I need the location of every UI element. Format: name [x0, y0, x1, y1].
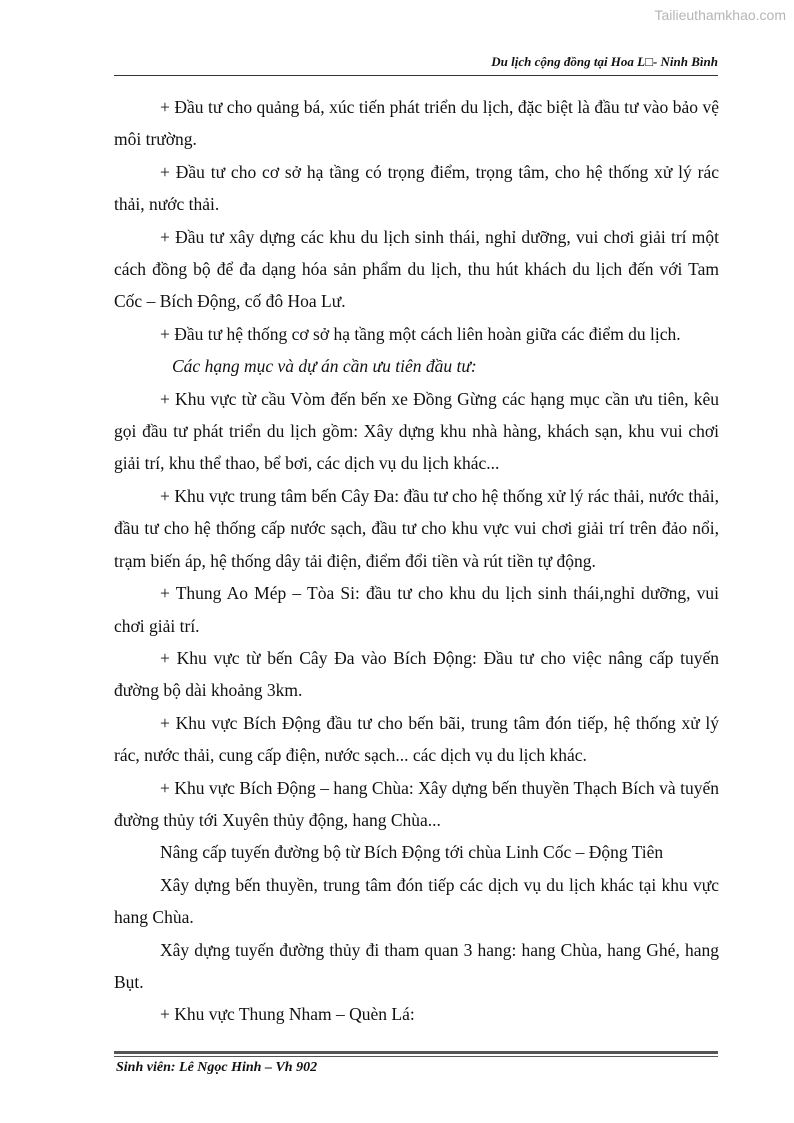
section-subheading: Các hạng mục và dự án cần ưu tiên đầu tư:: [172, 356, 477, 377]
document-body: [114, 91, 719, 1031]
footer-divider: [114, 1051, 718, 1054]
paragraph: + Khu vực từ cầu Vòm đến bến xe Đồng Gừng các hạng mục cần ưu tiên, kêu gọi đầu tư phát triển du lịch gồm: Xây dựng khu nhà hàng, khách sạn, khu vui chơi giải trí, khu thể thao, bể bơi, các dịch vụ du lịch khác...: [114, 388, 719, 474]
paragraph: + Khu vực Bích Động – hang Chùa: Xây dựng bến thuyền Thạch Bích và tuyến đường thủy tới Xuyên thủy động, hang Chùa...: [114, 777, 719, 830]
paragraph: + Khu vực trung tâm bến Cây Đa: đầu tư cho hệ thống xử lý rác thải, nước thải, đầu tư cho hệ thống cấp nước sạch, đầu tư cho khu vực vui chơi giải trí trên đảo nổi, trạm biến áp, hệ thống dây tải điện, điểm đổi tiền và rút tiền tự động.: [114, 485, 719, 571]
paragraph: Nâng cấp tuyến đường bộ từ Bích Động tới chùa Linh Cốc – Động Tiên: [160, 842, 664, 863]
paragraph: + Đầu tư cho quảng bá, xúc tiến phát triển du lịch, đặc biệt là đầu tư vào bảo vệ môi trường.: [114, 97, 719, 150]
paragraph: Xây dựng tuyến đường thủy đi tham quan 3 hang: hang Chùa, hang Ghé, hang Bụt.: [114, 939, 719, 992]
paragraph: + Đầu tư cho cơ sở hạ tầng có trọng điểm, trọng tâm, cho hệ thống xử lý rác thải, nước thải.: [114, 161, 719, 215]
paragraph: Xây dựng bến thuyền, trung tâm đón tiếp các dịch vụ du lịch khác tại khu vực hang Chùa.: [114, 874, 719, 928]
header-divider: [114, 75, 718, 76]
paragraph: + Khu vực Bích Động đầu tư cho bến bãi, trung tâm đón tiếp, hệ thống xử lý rác, nước thải, cung cấp điện, nước sạch... các dịch vụ du lịch khác.: [114, 712, 719, 766]
paragraph: + Đầu tư xây dựng các khu du lịch sinh thái, nghỉ dưỡng, vui chơi giải trí một cách đồng bộ để đa dạng hóa sản phẩm du lịch, thu hút khách du lịch đến với Tam Cốc – Bích Động, cố đô Hoa Lư.: [114, 226, 719, 312]
paragraph: + Đầu tư hệ thống cơ sở hạ tầng một cách liên hoàn giữa các điểm du lịch.: [160, 323, 681, 344]
paragraph: + Khu vực từ bến Cây Đa vào Bích Động: Đầu tư cho việc nâng cấp tuyến đường bộ dài khoảng 3km.: [114, 647, 719, 701]
page-header-title: Du lịch cộng đồng tại Hoa L□- Ninh Bình: [491, 54, 718, 69]
paragraph: + Thung Ao Mép – Tòa Si: đầu tư cho khu du lịch sinh thái,nghỉ dưỡng, vui chơi giải trí.: [114, 583, 719, 636]
page-footer-author: Sinh viên: Lê Ngọc Hinh – Vh 902: [116, 1060, 318, 1075]
paragraph: + Khu vực Thung Nham – Quèn Lá:: [160, 1004, 415, 1025]
watermark-text: Tailieuthamkhao.com: [654, 7, 786, 23]
footer-divider-thin: [114, 1056, 718, 1057]
